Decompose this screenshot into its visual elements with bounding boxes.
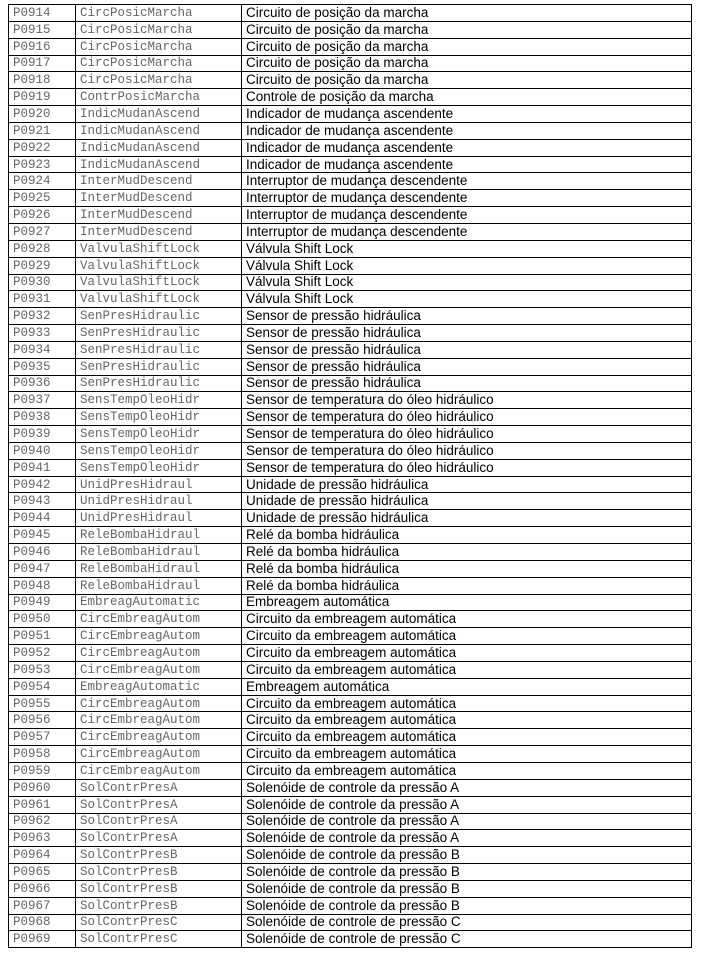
dtc-short-name-cell: CircPosicMarcha [76,38,242,55]
table-row [9,746,692,763]
dtc-code-cell: P0954 [9,678,76,695]
dtc-code-cell: P0967 [9,897,76,914]
dtc-description-cell: Circuito de posição da marcha [242,5,692,22]
dtc-description-cell: Circuito da embreagem automática [242,695,692,712]
table-row [9,257,692,274]
dtc-description-cell: Sensor de temperatura do óleo hidráulico [242,426,692,443]
table-row [9,880,692,897]
dtc-description-cell: Circuito de posição da marcha [242,55,692,72]
dtc-code-cell: P0969 [9,931,76,948]
dtc-short-name-cell: SensTempOleoHidr [76,442,242,459]
dtc-code-cell: P0944 [9,510,76,527]
table-row [9,392,692,409]
dtc-description-cell: Embreagem automática [242,678,692,695]
dtc-code-cell: P0929 [9,257,76,274]
table-row [9,527,692,544]
dtc-code-cell: P0938 [9,409,76,426]
dtc-short-name-cell: SenPresHidraulic [76,358,242,375]
table-row [9,577,692,594]
dtc-description-cell: Válvula Shift Lock [242,274,692,291]
dtc-code-cell: P0915 [9,21,76,38]
dtc-description-cell: Válvula Shift Lock [242,291,692,308]
dtc-description-cell: Relé da bomba hidráulica [242,560,692,577]
dtc-description-cell: Interruptor de mudança descendente [242,207,692,224]
dtc-short-name-cell: EmbreagAutomatic [76,594,242,611]
table-row [9,594,692,611]
dtc-short-name-cell: SolContrPresC [76,931,242,948]
table-row [9,762,692,779]
dtc-short-name-cell: SolContrPresB [76,897,242,914]
table-row [9,476,692,493]
dtc-description-cell: Circuito da embreagem automática [242,746,692,763]
dtc-description-cell: Solenóide de controle da pressão B [242,897,692,914]
dtc-code-cell: P0964 [9,847,76,864]
dtc-description-cell: Indicador de mudança ascendente [242,122,692,139]
table-row [9,864,692,881]
dtc-short-name-cell: CircEmbreagAutom [76,762,242,779]
dtc-short-name-cell: ValvulaShiftLock [76,274,242,291]
table-row [9,847,692,864]
dtc-code-cell: P0914 [9,5,76,22]
dtc-short-name-cell: SolContrPresB [76,864,242,881]
dtc-description-cell: Circuito da embreagem automática [242,628,692,645]
dtc-description-cell: Circuito de posição da marcha [242,72,692,89]
table-row [9,459,692,476]
dtc-short-name-cell: CircPosicMarcha [76,21,242,38]
dtc-short-name-cell: ContrPosicMarcha [76,89,242,106]
dtc-description-cell: Sensor de temperatura do óleo hidráulico [242,409,692,426]
dtc-short-name-cell: SolContrPresC [76,914,242,931]
dtc-description-cell: Interruptor de mudança descendente [242,190,692,207]
dtc-short-name-cell: ReleBombaHidraul [76,560,242,577]
dtc-code-cell: P0932 [9,308,76,325]
dtc-description-cell: Indicador de mudança ascendente [242,156,692,173]
dtc-description-cell: Embreagem automática [242,594,692,611]
dtc-description-cell: Sensor de pressão hidráulica [242,308,692,325]
table-row [9,308,692,325]
table-row [9,442,692,459]
dtc-code-cell: P0948 [9,577,76,594]
dtc-code-cell: P0925 [9,190,76,207]
dtc-code-cell: P0931 [9,291,76,308]
table-row [9,510,692,527]
dtc-code-cell: P0921 [9,122,76,139]
dtc-code-cell: P0920 [9,106,76,123]
table-row [9,830,692,847]
dtc-code-cell: P0945 [9,527,76,544]
dtc-short-name-cell: UnidPresHidraul [76,476,242,493]
dtc-short-name-cell: SolContrPresB [76,847,242,864]
table-row [9,661,692,678]
dtc-short-name-cell: SolContrPresA [76,830,242,847]
table-row [9,139,692,156]
dtc-description-cell: Solenóide de controle da pressão B [242,864,692,881]
dtc-code-cell: P0958 [9,746,76,763]
table-row [9,611,692,628]
dtc-description-cell: Sensor de pressão hidráulica [242,375,692,392]
table-row [9,409,692,426]
table-row [9,914,692,931]
dtc-description-cell: Relé da bomba hidráulica [242,577,692,594]
table-row [9,223,692,240]
dtc-description-cell: Sensor de temperatura do óleo hidráulico [242,442,692,459]
dtc-description-cell: Solenóide de controle da pressão B [242,847,692,864]
dtc-code-cell: P0960 [9,779,76,796]
dtc-description-cell: Solenóide de controle de pressão C [242,914,692,931]
dtc-short-name-cell: CircEmbreagAutom [76,729,242,746]
table-row [9,72,692,89]
dtc-code-table [8,4,692,948]
table-row [9,325,692,342]
dtc-short-name-cell: IndicMudanAscend [76,122,242,139]
table-row [9,645,692,662]
dtc-short-name-cell: IndicMudanAscend [76,156,242,173]
dtc-description-cell: Solenóide de controle da pressão B [242,880,692,897]
dtc-code-cell: P0956 [9,712,76,729]
dtc-code-table-body [9,5,692,948]
dtc-short-name-cell: SolContrPresA [76,796,242,813]
dtc-short-name-cell: SenPresHidraulic [76,325,242,342]
dtc-code-cell: P0926 [9,207,76,224]
dtc-short-name-cell: SensTempOleoHidr [76,409,242,426]
dtc-short-name-cell: CircPosicMarcha [76,55,242,72]
dtc-short-name-cell: SolContrPresB [76,880,242,897]
dtc-short-name-cell: CircEmbreagAutom [76,695,242,712]
dtc-short-name-cell: SenPresHidraulic [76,375,242,392]
dtc-description-cell: Circuito da embreagem automática [242,611,692,628]
dtc-description-cell: Circuito de posição da marcha [242,38,692,55]
dtc-code-cell: P0924 [9,173,76,190]
dtc-short-name-cell: SensTempOleoHidr [76,392,242,409]
dtc-description-cell: Solenóide de controle da pressão A [242,796,692,813]
dtc-description-cell: Circuito da embreagem automática [242,645,692,662]
dtc-short-name-cell: SolContrPresA [76,779,242,796]
dtc-short-name-cell: SenPresHidraulic [76,341,242,358]
table-row [9,173,692,190]
dtc-short-name-cell: CircEmbreagAutom [76,746,242,763]
dtc-short-name-cell: SensTempOleoHidr [76,426,242,443]
dtc-description-cell: Válvula Shift Lock [242,257,692,274]
dtc-description-cell: Solenóide de controle da pressão A [242,830,692,847]
dtc-code-cell: P0933 [9,325,76,342]
dtc-short-name-cell: EmbreagAutomatic [76,678,242,695]
dtc-short-name-cell: ValvulaShiftLock [76,257,242,274]
dtc-short-name-cell: IndicMudanAscend [76,106,242,123]
dtc-description-cell: Sensor de temperatura do óleo hidráulico [242,459,692,476]
table-row [9,493,692,510]
dtc-short-name-cell: InterMudDescend [76,207,242,224]
dtc-description-cell: Unidade de pressão hidráulica [242,510,692,527]
dtc-description-cell: Unidade de pressão hidráulica [242,493,692,510]
dtc-description-cell: Indicador de mudança ascendente [242,139,692,156]
table-row [9,678,692,695]
dtc-code-cell: P0946 [9,544,76,561]
table-row [9,695,692,712]
table-row [9,779,692,796]
table-row [9,712,692,729]
table-row [9,729,692,746]
table-row [9,240,692,257]
dtc-code-cell: P0961 [9,796,76,813]
dtc-description-cell: Relé da bomba hidráulica [242,527,692,544]
dtc-short-name-cell: CircPosicMarcha [76,5,242,22]
table-row [9,931,692,948]
dtc-code-cell: P0966 [9,880,76,897]
dtc-code-cell: P0940 [9,442,76,459]
dtc-code-cell: P0951 [9,628,76,645]
table-row [9,38,692,55]
dtc-short-name-cell: ValvulaShiftLock [76,291,242,308]
dtc-description-cell: Sensor de pressão hidráulica [242,358,692,375]
dtc-description-cell: Sensor de pressão hidráulica [242,341,692,358]
dtc-short-name-cell: CircPosicMarcha [76,72,242,89]
table-row [9,5,692,22]
dtc-code-cell: P0928 [9,240,76,257]
dtc-code-cell: P0922 [9,139,76,156]
dtc-code-cell: P0927 [9,223,76,240]
dtc-code-cell: P0916 [9,38,76,55]
table-row [9,426,692,443]
dtc-code-cell: P0943 [9,493,76,510]
dtc-description-cell: Relé da bomba hidráulica [242,544,692,561]
table-row [9,190,692,207]
dtc-short-name-cell: SolContrPresA [76,813,242,830]
table-row [9,122,692,139]
table-row [9,813,692,830]
table-row [9,897,692,914]
dtc-description-cell: Indicador de mudança ascendente [242,106,692,123]
table-row [9,560,692,577]
dtc-description-cell: Circuito da embreagem automática [242,712,692,729]
dtc-short-name-cell: ReleBombaHidraul [76,544,242,561]
dtc-code-cell: P0935 [9,358,76,375]
dtc-short-name-cell: ValvulaShiftLock [76,240,242,257]
table-row [9,358,692,375]
dtc-code-cell: P0963 [9,830,76,847]
dtc-code-cell: P0962 [9,813,76,830]
dtc-code-cell: P0949 [9,594,76,611]
dtc-code-cell: P0957 [9,729,76,746]
dtc-code-cell: P0936 [9,375,76,392]
dtc-description-cell: Interruptor de mudança descendente [242,173,692,190]
dtc-description-cell: Sensor de pressão hidráulica [242,325,692,342]
dtc-code-cell: P0952 [9,645,76,662]
dtc-code-cell: P0923 [9,156,76,173]
dtc-short-name-cell: ReleBombaHidraul [76,577,242,594]
dtc-description-cell: Válvula Shift Lock [242,240,692,257]
dtc-description-cell: Interruptor de mudança descendente [242,223,692,240]
table-row [9,375,692,392]
dtc-short-name-cell: IndicMudanAscend [76,139,242,156]
dtc-short-name-cell: CircEmbreagAutom [76,645,242,662]
dtc-description-cell: Solenóide de controle da pressão A [242,779,692,796]
table-row [9,55,692,72]
dtc-short-name-cell: InterMudDescend [76,223,242,240]
dtc-short-name-cell: UnidPresHidraul [76,493,242,510]
dtc-short-name-cell: InterMudDescend [76,173,242,190]
dtc-code-cell: P0965 [9,864,76,881]
dtc-short-name-cell: CircEmbreagAutom [76,712,242,729]
dtc-description-cell: Circuito da embreagem automática [242,729,692,746]
dtc-description-cell: Controle de posição da marcha [242,89,692,106]
dtc-short-name-cell: CircEmbreagAutom [76,611,242,628]
dtc-short-name-cell: CircEmbreagAutom [76,661,242,678]
dtc-short-name-cell: CircEmbreagAutom [76,628,242,645]
dtc-description-cell: Solenóide de controle de pressão C [242,931,692,948]
dtc-code-cell: P0939 [9,426,76,443]
dtc-short-name-cell: SenPresHidraulic [76,308,242,325]
table-row [9,274,692,291]
dtc-code-cell: P0919 [9,89,76,106]
dtc-code-cell: P0917 [9,55,76,72]
table-row [9,21,692,38]
dtc-short-name-cell: SensTempOleoHidr [76,459,242,476]
dtc-code-cell: P0942 [9,476,76,493]
dtc-code-cell: P0937 [9,392,76,409]
dtc-short-name-cell: UnidPresHidraul [76,510,242,527]
table-row [9,341,692,358]
dtc-code-cell: P0953 [9,661,76,678]
dtc-description-cell: Sensor de temperatura do óleo hidráulico [242,392,692,409]
dtc-description-cell: Circuito da embreagem automática [242,661,692,678]
dtc-code-cell: P0950 [9,611,76,628]
dtc-code-cell: P0955 [9,695,76,712]
dtc-description-cell: Circuito da embreagem automática [242,762,692,779]
table-row [9,628,692,645]
dtc-short-name-cell: InterMudDescend [76,190,242,207]
dtc-code-cell: P0934 [9,341,76,358]
table-row [9,796,692,813]
dtc-description-cell: Solenóide de controle da pressão A [242,813,692,830]
dtc-description-cell: Circuito de posição da marcha [242,21,692,38]
dtc-code-cell: P0930 [9,274,76,291]
dtc-code-cell: P0941 [9,459,76,476]
dtc-code-cell: P0947 [9,560,76,577]
table-row [9,106,692,123]
table-row [9,89,692,106]
dtc-description-cell: Unidade de pressão hidráulica [242,476,692,493]
table-row [9,207,692,224]
table-row [9,156,692,173]
dtc-code-cell: P0968 [9,914,76,931]
dtc-short-name-cell: ReleBombaHidraul [76,527,242,544]
table-row [9,291,692,308]
dtc-code-cell: P0959 [9,762,76,779]
dtc-code-cell: P0918 [9,72,76,89]
table-row [9,544,692,561]
